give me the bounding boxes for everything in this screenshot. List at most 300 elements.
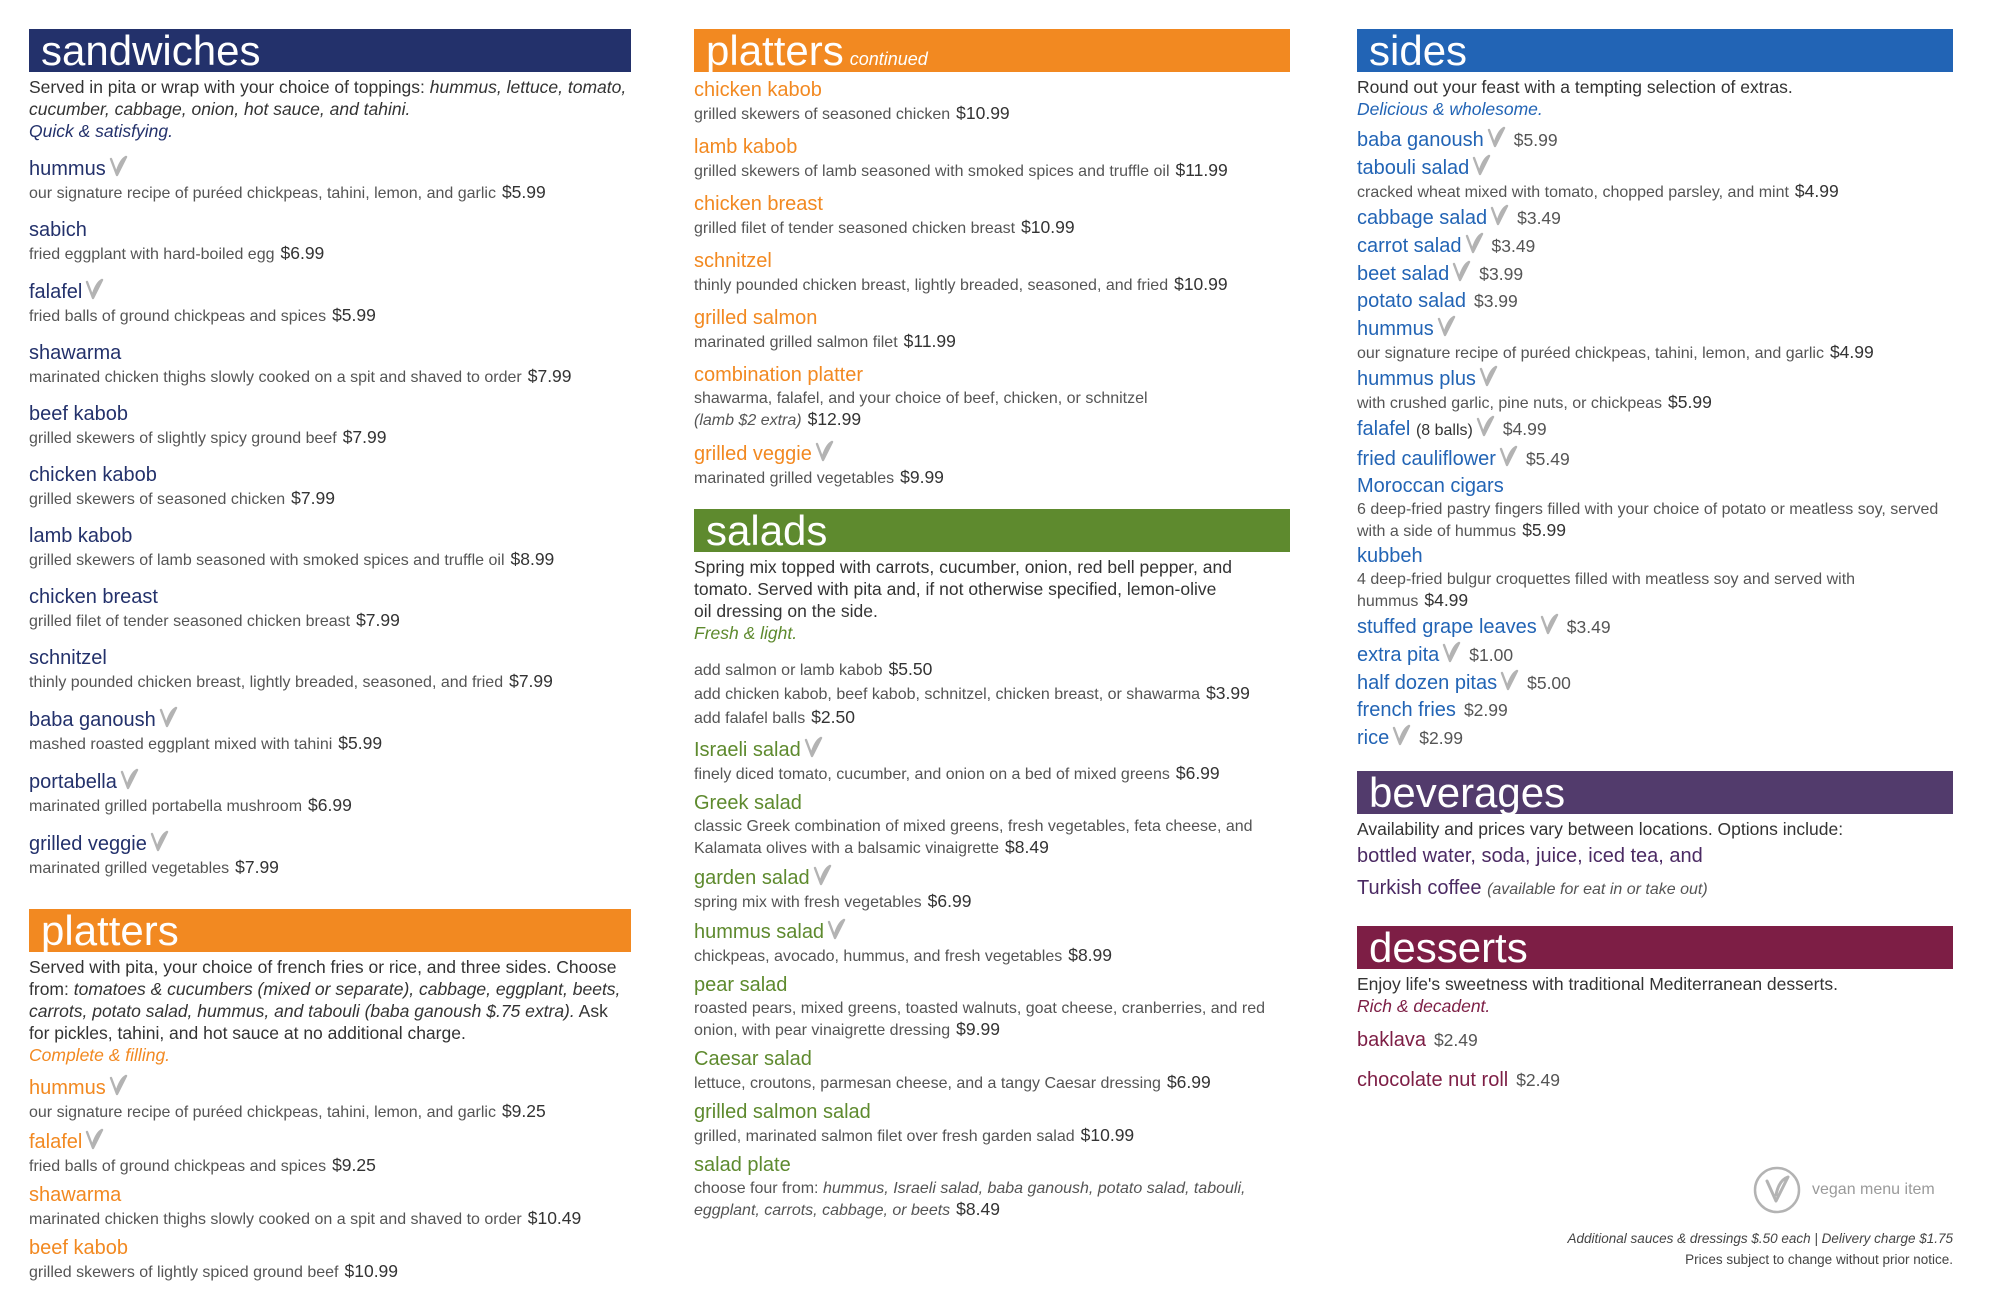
menu-item — [1357, 260, 1953, 287]
vegan-leaf-icon — [1465, 232, 1484, 254]
platters-continued-list — [694, 77, 1290, 489]
menu-item-desc-text: grilled skewers of lamb seasoned with smoked spices and truffle oil — [694, 163, 1170, 180]
menu-item-description — [694, 217, 1290, 239]
salad-addon — [694, 682, 1290, 706]
menu-item-name: hummus — [1357, 318, 1434, 340]
menu-item-header — [1357, 641, 1953, 668]
menu-item-header — [29, 1128, 631, 1155]
menu-item-price: $6.99 — [927, 891, 972, 911]
menu-item-price: $6.99 — [280, 243, 325, 263]
menu-item — [29, 706, 631, 755]
menu-item-header — [29, 401, 631, 427]
menu-item-name: hummus salad — [694, 921, 825, 943]
section-header-sandwiches: sandwiches — [29, 29, 631, 72]
vegan-leaf-icon — [85, 1128, 104, 1150]
menu-item-name: sabich — [29, 219, 87, 241]
menu-item-price: $1.00 — [1469, 645, 1514, 665]
vegan-leaf-icon — [1490, 204, 1509, 226]
menu-item — [29, 462, 631, 510]
menu-item-description — [694, 1072, 1289, 1094]
vegan-leaf-icon — [85, 278, 104, 300]
menu-item-name: french fries — [1357, 699, 1456, 721]
menu-item-price: $4.99 — [1794, 181, 1839, 201]
menu-item-price: $5.99 — [1668, 392, 1712, 412]
column-right — [1357, 29, 1953, 1093]
menu-item-description — [29, 1208, 631, 1230]
footer-line-2: Prices subject to change without prior notice. — [1685, 1252, 1953, 1267]
menu-item-desc-text: marinated chicken thighs slowly cooked on a spit and shaved to order — [29, 369, 522, 386]
menu-item-name: beet salad — [1357, 263, 1450, 285]
menu-item-desc-text: choose four from: — [694, 1180, 823, 1197]
sides-intro: Round out your feast with a tempting selection of extras. — [1357, 77, 1793, 97]
menu-item-name: falafel — [29, 281, 83, 303]
menu-item-desc-text: marinated grilled vegetables — [694, 470, 895, 487]
menu-item-name: Israeli salad — [694, 739, 801, 761]
menu-item-desc-text: grilled skewers of lightly spiced ground beef — [29, 1264, 339, 1281]
menu-item-price: $11.99 — [1175, 160, 1228, 180]
menu-item-qualifier: (8 balls) — [1415, 422, 1473, 439]
menu-item — [694, 248, 1290, 296]
menu-item-header — [29, 768, 631, 795]
menu-item-desc-text: classic Greek combination of mixed greens, fresh vegetables, feta cheese, and Kalamata olives with a balsamic vinaigrette — [694, 818, 1253, 857]
menu-item-description — [1357, 342, 1952, 364]
menu-item — [29, 217, 631, 265]
menu-item-price: $7.99 — [356, 610, 400, 630]
vegan-leaf-icon — [159, 706, 178, 728]
menu-item-price: $8.99 — [510, 549, 555, 569]
menu-item-description — [29, 857, 631, 879]
menu-item-header — [694, 77, 1290, 103]
menu-item-name: salad plate — [694, 1154, 791, 1176]
menu-item — [1357, 641, 1953, 668]
menu-item-header — [694, 134, 1290, 160]
menu-item-price: $6.99 — [1166, 1072, 1211, 1092]
menu-item — [29, 278, 631, 327]
menu-item-name: chicken kabob — [694, 79, 822, 101]
menu-item-price: $4.99 — [1829, 342, 1874, 362]
menu-item — [1357, 288, 1953, 314]
menu-item-description — [29, 1155, 631, 1177]
vegan-leaf-icon — [1452, 260, 1471, 282]
menu-item-price: $9.25 — [332, 1155, 376, 1175]
menu-item-desc-text: 4 deep-fried bulgur croquettes filled with meatless soy and served with hummus — [1357, 571, 1856, 610]
menu-item-description — [694, 467, 1290, 489]
menu-item-desc-text: grilled filet of tender seasoned chicken breast — [694, 220, 1016, 237]
menu-item-price: $9.25 — [501, 1101, 546, 1121]
platters-intro: Served with pita, your choice of french fries or rice, and three sides. Choose from: tomatoes & cucumbers (mixed or separate), cabbage, eggplant, beets, carrots, potato salad, hummus, and tabouli (baba ganoush $.75 extra). Ask for pickles, tahini, and hot sauce at no additional charge. — [29, 957, 621, 1043]
sandwiches-intro: Served in pita or wrap with your choice of toppings: hummus, lettuce, tomato, cucumber, cabbage, onion, hot sauce, and tahini. — [29, 77, 627, 119]
menu-item-description — [1357, 392, 1952, 414]
vegan-leaf-icon — [120, 768, 139, 790]
menu-item-price: $5.00 — [1527, 673, 1571, 693]
section-header-platters-continued: platters continued — [694, 29, 1290, 72]
platters-list — [29, 1074, 631, 1283]
menu-item — [1357, 415, 1953, 444]
menu-item-name: shawarma — [29, 342, 122, 364]
menu-item-header — [1357, 315, 1953, 342]
menu-item — [694, 305, 1290, 353]
menu-item-price: $3.99 — [1479, 264, 1524, 284]
menu-item-header — [1357, 543, 1953, 569]
dessert-item — [1357, 1067, 1953, 1093]
menu-item — [694, 864, 1290, 913]
salads-tagline: Fresh & light. — [694, 623, 798, 643]
menu-item-desc-text: marinated grilled vegetables — [29, 860, 230, 877]
menu-item-price: $7.99 — [235, 857, 279, 877]
menu-item-header — [694, 248, 1290, 274]
menu-item-desc-text: 6 deep-fried pastry fingers filled with your choice of potato or meatless soy, served with a side of hummus — [1357, 501, 1939, 540]
menu-item — [1357, 445, 1953, 472]
menu-item-desc-text: spring mix with fresh vegetables — [694, 894, 922, 911]
menu-item-description — [694, 331, 1290, 353]
desserts-list — [1357, 1027, 1953, 1093]
menu-item — [29, 645, 631, 693]
menu-item — [29, 830, 631, 879]
menu-item-description — [694, 1125, 1289, 1147]
menu-item-header — [29, 217, 631, 243]
menu-item-header — [29, 340, 631, 366]
menu-item — [694, 1046, 1290, 1094]
menu-item — [1357, 543, 1953, 612]
dessert-name: chocolate nut roll — [1357, 1069, 1509, 1091]
menu-item-name: grilled veggie — [29, 833, 147, 855]
menu-item-header — [1357, 126, 1953, 153]
menu-item-desc-text: fried eggplant with hard-boiled egg — [29, 246, 275, 263]
menu-item-name: garden salad — [694, 867, 810, 889]
menu-item-name: hummus — [29, 1077, 106, 1099]
section-header-salads: salads — [694, 509, 1290, 552]
menu-item-header — [29, 523, 631, 549]
menu-item-header — [1357, 260, 1953, 287]
salads-addons — [694, 658, 1290, 730]
menu-item-name: beef kabob — [29, 403, 128, 425]
menu-item — [29, 1235, 631, 1283]
menu-item-name: portabella — [29, 771, 117, 793]
vegan-leaf-icon — [1392, 724, 1411, 746]
menu-item — [694, 790, 1290, 859]
beverages-line-1: bottled water, soda, juice, iced tea, and — [1357, 845, 1703, 867]
menu-item-description — [29, 733, 631, 755]
menu-item-description — [694, 763, 1289, 785]
menu-item-name: stuffed grape leaves — [1357, 616, 1537, 638]
menu-item-header — [29, 1235, 631, 1261]
sides-tagline: Delicious & wholesome. — [1357, 99, 1543, 119]
menu-item-header — [694, 864, 1290, 891]
menu-item-name: potato salad — [1357, 290, 1466, 312]
menu-item-price: $2.99 — [1419, 728, 1464, 748]
menu-item-name: Caesar salad — [694, 1048, 812, 1070]
menu-item-header — [1357, 415, 1953, 444]
salads-list — [694, 736, 1290, 1221]
menu-item-price: $9.99 — [956, 1019, 1000, 1039]
menu-item-name: baba ganoush — [29, 709, 156, 731]
menu-item-desc-text: thinly pounded chicken breast, lightly breaded, seasoned, and fried — [29, 674, 504, 691]
menu-item-desc-text: grilled skewers of seasoned chicken — [29, 491, 286, 508]
menu-item-name: Greek salad — [694, 792, 802, 814]
beverages-intro: Availability and prices vary between locations. Options include: — [1357, 819, 1844, 839]
menu-item-desc-text: grilled, marinated salmon filet over fresh garden salad — [694, 1128, 1075, 1145]
dessert-price: $2.49 — [1433, 1030, 1478, 1050]
menu-item-header — [29, 278, 631, 305]
menu-item-price: $8.49 — [956, 1199, 1000, 1219]
menu-item-description — [694, 274, 1290, 296]
menu-item-name: cabbage salad — [1357, 207, 1488, 229]
salads-intro: Spring mix topped with carrots, cucumber, onion, red bell pepper, and tomato. Served with pita and, if not otherwise specified, lemon-olive oil dressing on the side. — [694, 557, 1232, 621]
menu-item-description — [29, 610, 631, 632]
menu-item-header — [694, 736, 1290, 763]
menu-item-description — [29, 366, 631, 388]
menu-item-desc-text: lettuce, croutons, parmesan cheese, and a tangy Caesar dressing — [694, 1075, 1161, 1092]
column-left — [29, 29, 631, 1283]
menu-item — [29, 1074, 631, 1123]
menu-item-description — [1357, 569, 1952, 612]
menu-item — [1357, 724, 1953, 751]
menu-item-name: kubbeh — [1357, 545, 1423, 567]
vegan-leaf-icon — [827, 918, 846, 940]
menu-item-header — [694, 305, 1290, 331]
menu-item-name: falafel — [29, 1131, 83, 1153]
menu-item — [694, 191, 1290, 239]
menu-item-name: hummus plus — [1357, 368, 1476, 390]
menu-item-header — [1357, 154, 1953, 181]
section-header-platters: platters — [29, 909, 631, 952]
menu-item-header — [29, 706, 631, 733]
menu-item-name: rice — [1357, 727, 1390, 749]
menu-item — [694, 972, 1290, 1041]
menu-item — [1357, 204, 1953, 231]
menu-item — [1357, 232, 1953, 259]
menu-item-header — [1357, 613, 1953, 640]
menu-item-name: hummus — [29, 158, 106, 180]
menu-item — [694, 440, 1290, 489]
menu-item-price: $8.49 — [1005, 837, 1049, 857]
menu-item-price: $7.99 — [291, 488, 335, 508]
menu-item-name: baba ganoush — [1357, 129, 1484, 151]
menu-item-description — [1357, 499, 1952, 542]
menu-item-desc-text: grilled skewers of slightly spicy ground beef — [29, 430, 337, 447]
menu-item-description — [29, 243, 631, 265]
vegan-leaf-icon — [1472, 154, 1491, 176]
menu-item-header — [1357, 473, 1953, 499]
menu-item-price: $5.99 — [1513, 130, 1558, 150]
menu-item — [29, 1128, 631, 1177]
vegan-leaf-icon — [1499, 445, 1518, 467]
desserts-tagline: Rich & decadent. — [1357, 996, 1491, 1016]
menu-item — [29, 584, 631, 632]
menu-item-name: chicken kabob — [29, 464, 157, 486]
menu-item-header — [1357, 365, 1953, 392]
menu-item — [1357, 613, 1953, 640]
menu-item-name: lamb kabob — [694, 136, 798, 158]
menu-item-description — [29, 671, 631, 693]
menu-item-header — [1357, 697, 1953, 723]
menu-item-price: $5.49 — [1525, 449, 1570, 469]
salad-addon-price: $3.99 — [1206, 683, 1250, 703]
menu-item-price: $3.49 — [1566, 617, 1611, 637]
menu-item-description — [29, 182, 631, 204]
menu-item-name: fried cauliflower — [1357, 448, 1496, 470]
dessert-name: baklava — [1357, 1029, 1426, 1051]
menu-item-description — [694, 1178, 1289, 1221]
menu-item-header — [694, 972, 1290, 998]
menu-item — [694, 918, 1290, 967]
menu-item-header — [29, 1074, 631, 1101]
menu-item — [29, 523, 631, 571]
salad-addon — [694, 658, 1290, 682]
menu-item-desc-text: our signature recipe of puréed chickpeas, tahini, lemon, and garlic — [29, 185, 496, 202]
menu-item-description — [694, 160, 1290, 182]
salad-addon — [694, 706, 1290, 730]
menu-item — [1357, 669, 1953, 696]
menu-item-price: $10.99 — [1021, 217, 1075, 237]
menu-item-price: $8.99 — [1068, 945, 1113, 965]
menu-item-desc-text: thinly pounded chicken breast, lightly breaded, seasoned, and fried — [694, 277, 1169, 294]
menu-item-header — [1357, 445, 1953, 472]
vegan-leaf-icon — [815, 440, 834, 462]
menu-item-name: Moroccan cigars — [1357, 475, 1504, 497]
menu-item-price: $7.99 — [509, 671, 553, 691]
menu-item-header — [29, 1182, 631, 1208]
menu-item-desc-text: our signature recipe of puréed chickpeas, tahini, lemon, and garlic — [1357, 345, 1824, 362]
menu-item-header — [694, 1099, 1290, 1125]
menu-item-description — [694, 388, 1290, 431]
menu-item-name: grilled salmon salad — [694, 1101, 871, 1123]
menu-item-price: $7.99 — [342, 427, 387, 447]
menu-item — [694, 77, 1290, 125]
menu-item-description — [29, 1101, 631, 1123]
menu-item-name: schnitzel — [694, 250, 772, 272]
menu-item-desc-text: with crushed garlic, pine nuts, or chickpeas — [1357, 395, 1663, 412]
menu-item — [694, 134, 1290, 182]
menu-item-desc-text: grilled skewers of seasoned chicken — [694, 106, 951, 123]
menu-item-price: $5.99 — [332, 305, 376, 325]
menu-item-header — [694, 362, 1290, 388]
menu-item-desc-text: mashed roasted eggplant mixed with tahini — [29, 736, 333, 753]
menu-item-price: $10.49 — [527, 1208, 582, 1228]
menu-item-price: $10.99 — [344, 1261, 399, 1281]
vegan-leaf-icon — [1437, 315, 1456, 337]
menu-item-name: grilled veggie — [694, 443, 812, 465]
menu-item-desc-text: fried balls of ground chickpeas and spices — [29, 308, 327, 325]
menu-item-description — [29, 795, 631, 817]
menu-item — [1357, 315, 1953, 364]
menu-item — [29, 768, 631, 817]
menu-item-name: half dozen pitas — [1357, 672, 1498, 694]
menu-item-name: pear salad — [694, 974, 788, 996]
menu-item-price: $5.99 — [1522, 520, 1566, 540]
menu-item — [1357, 154, 1953, 203]
desserts-intro: Enjoy life's sweetness with traditional Mediterranean desserts. — [1357, 974, 1838, 994]
vegan-leaf-icon — [150, 830, 169, 852]
vegan-legend-label: vegan menu item — [1812, 1181, 1935, 1198]
menu-item-description — [29, 488, 631, 510]
menu-item-desc-text: chickpeas, avocado, hummus, and fresh vegetables — [694, 948, 1063, 965]
menu-item-price: $6.99 — [1175, 763, 1220, 783]
menu-item — [29, 1182, 631, 1230]
vegan-leaf-icon — [813, 864, 832, 886]
vegan-leaf-icon — [1487, 126, 1506, 148]
menu-item — [1357, 697, 1953, 723]
menu-item-price: $3.49 — [1491, 236, 1536, 256]
footer-notes — [1357, 1228, 1953, 1270]
menu-item — [1357, 473, 1953, 542]
dessert-price: $2.49 — [1516, 1070, 1560, 1090]
menu-item-desc-text: our signature recipe of puréed chickpeas, tahini, lemon, and garlic — [29, 1104, 496, 1121]
menu-item-desc-text: marinated grilled portabella mushroom — [29, 798, 303, 815]
sandwiches-list — [29, 155, 631, 879]
menu-item-header — [1357, 232, 1953, 259]
menu-item-desc-text: cracked wheat mixed with tomato, chopped parsley, and mint — [1357, 184, 1789, 201]
menu-item-header — [1357, 288, 1953, 314]
menu-item-desc-note: (lamb $2 extra) — [694, 412, 802, 429]
menu-item-desc-text: roasted pears, mixed greens, toasted walnuts, goat cheese, cranberries, and red onion, with pear vinaigrette dressing — [694, 1000, 1265, 1039]
menu-item-description — [29, 549, 631, 571]
menu-item-name: shawarma — [29, 1184, 122, 1206]
footer-line-1: Additional sauces & dressings $.50 each | Delivery charge $1.75 — [1567, 1231, 1953, 1246]
menu-item-header — [29, 155, 631, 182]
menu-item-name: combination platter — [694, 364, 863, 386]
menu-item-description — [694, 945, 1289, 967]
menu-item-description — [694, 891, 1289, 913]
menu-item-header — [1357, 669, 1953, 696]
platters-tagline: Complete & filling. — [29, 1045, 171, 1065]
vegan-leaf-icon — [109, 1074, 128, 1096]
column-middle — [694, 29, 1290, 1221]
menu-item-name: lamb kabob — [29, 525, 133, 547]
menu-item-price: $3.49 — [1517, 208, 1561, 228]
menu-item-price: $2.99 — [1463, 700, 1508, 720]
menu-item-description — [29, 427, 631, 449]
menu-item-price: $4.99 — [1502, 419, 1547, 439]
section-header-sides: sides — [1357, 29, 1953, 72]
menu-item-name: carrot salad — [1357, 235, 1462, 257]
menu-item-header — [694, 1152, 1290, 1178]
vegan-leaf-icon — [1540, 613, 1559, 635]
menu-item-name: grilled salmon — [694, 307, 818, 329]
menu-item-description — [694, 103, 1290, 125]
menu-item-header — [29, 462, 631, 488]
menu-item-price: $9.99 — [900, 467, 944, 487]
menu-item-desc-text: fried balls of ground chickpeas and spices — [29, 1158, 327, 1175]
salad-addon-text: add salmon or lamb kabob — [694, 662, 883, 679]
menu-item-price: $10.99 — [1174, 274, 1228, 294]
vegan-leaf-icon — [1479, 365, 1498, 387]
vegan-leaf-icon — [109, 155, 128, 177]
salad-addon-price: $2.50 — [811, 707, 855, 727]
sides-list — [1357, 126, 1953, 751]
menu-item — [694, 736, 1290, 785]
menu-item-header — [29, 584, 631, 610]
menu-item-desc-text: shawarma, falafel, and your choice of beef, chicken, or schnitzel — [694, 390, 1148, 407]
menu-item-header — [694, 790, 1290, 816]
menu-item-price: $6.99 — [308, 795, 352, 815]
menu-item-header — [29, 645, 631, 671]
menu-item — [1357, 126, 1953, 153]
menu-item-price: $12.99 — [807, 409, 862, 429]
menu-item-description — [29, 305, 631, 327]
menu-item-description — [694, 998, 1289, 1041]
sandwiches-tagline: Quick & satisfying. — [29, 121, 173, 141]
menu-item-header — [29, 830, 631, 857]
vegan-leaf-icon — [804, 736, 823, 758]
section-header-beverages: beverages — [1357, 771, 1953, 814]
menu-item-header — [1357, 204, 1953, 231]
menu-item-desc-text: marinated grilled salmon filet — [694, 334, 898, 351]
menu-item-desc-note: hummus, Israeli salad, baba ganoush, potato salad, tabouli, eggplant, carrots, cabbage, or beets — [694, 1180, 1246, 1219]
menu-item — [29, 401, 631, 449]
menu-item-name: tabouli salad — [1357, 157, 1470, 179]
vegan-legend — [1752, 1165, 1952, 1215]
